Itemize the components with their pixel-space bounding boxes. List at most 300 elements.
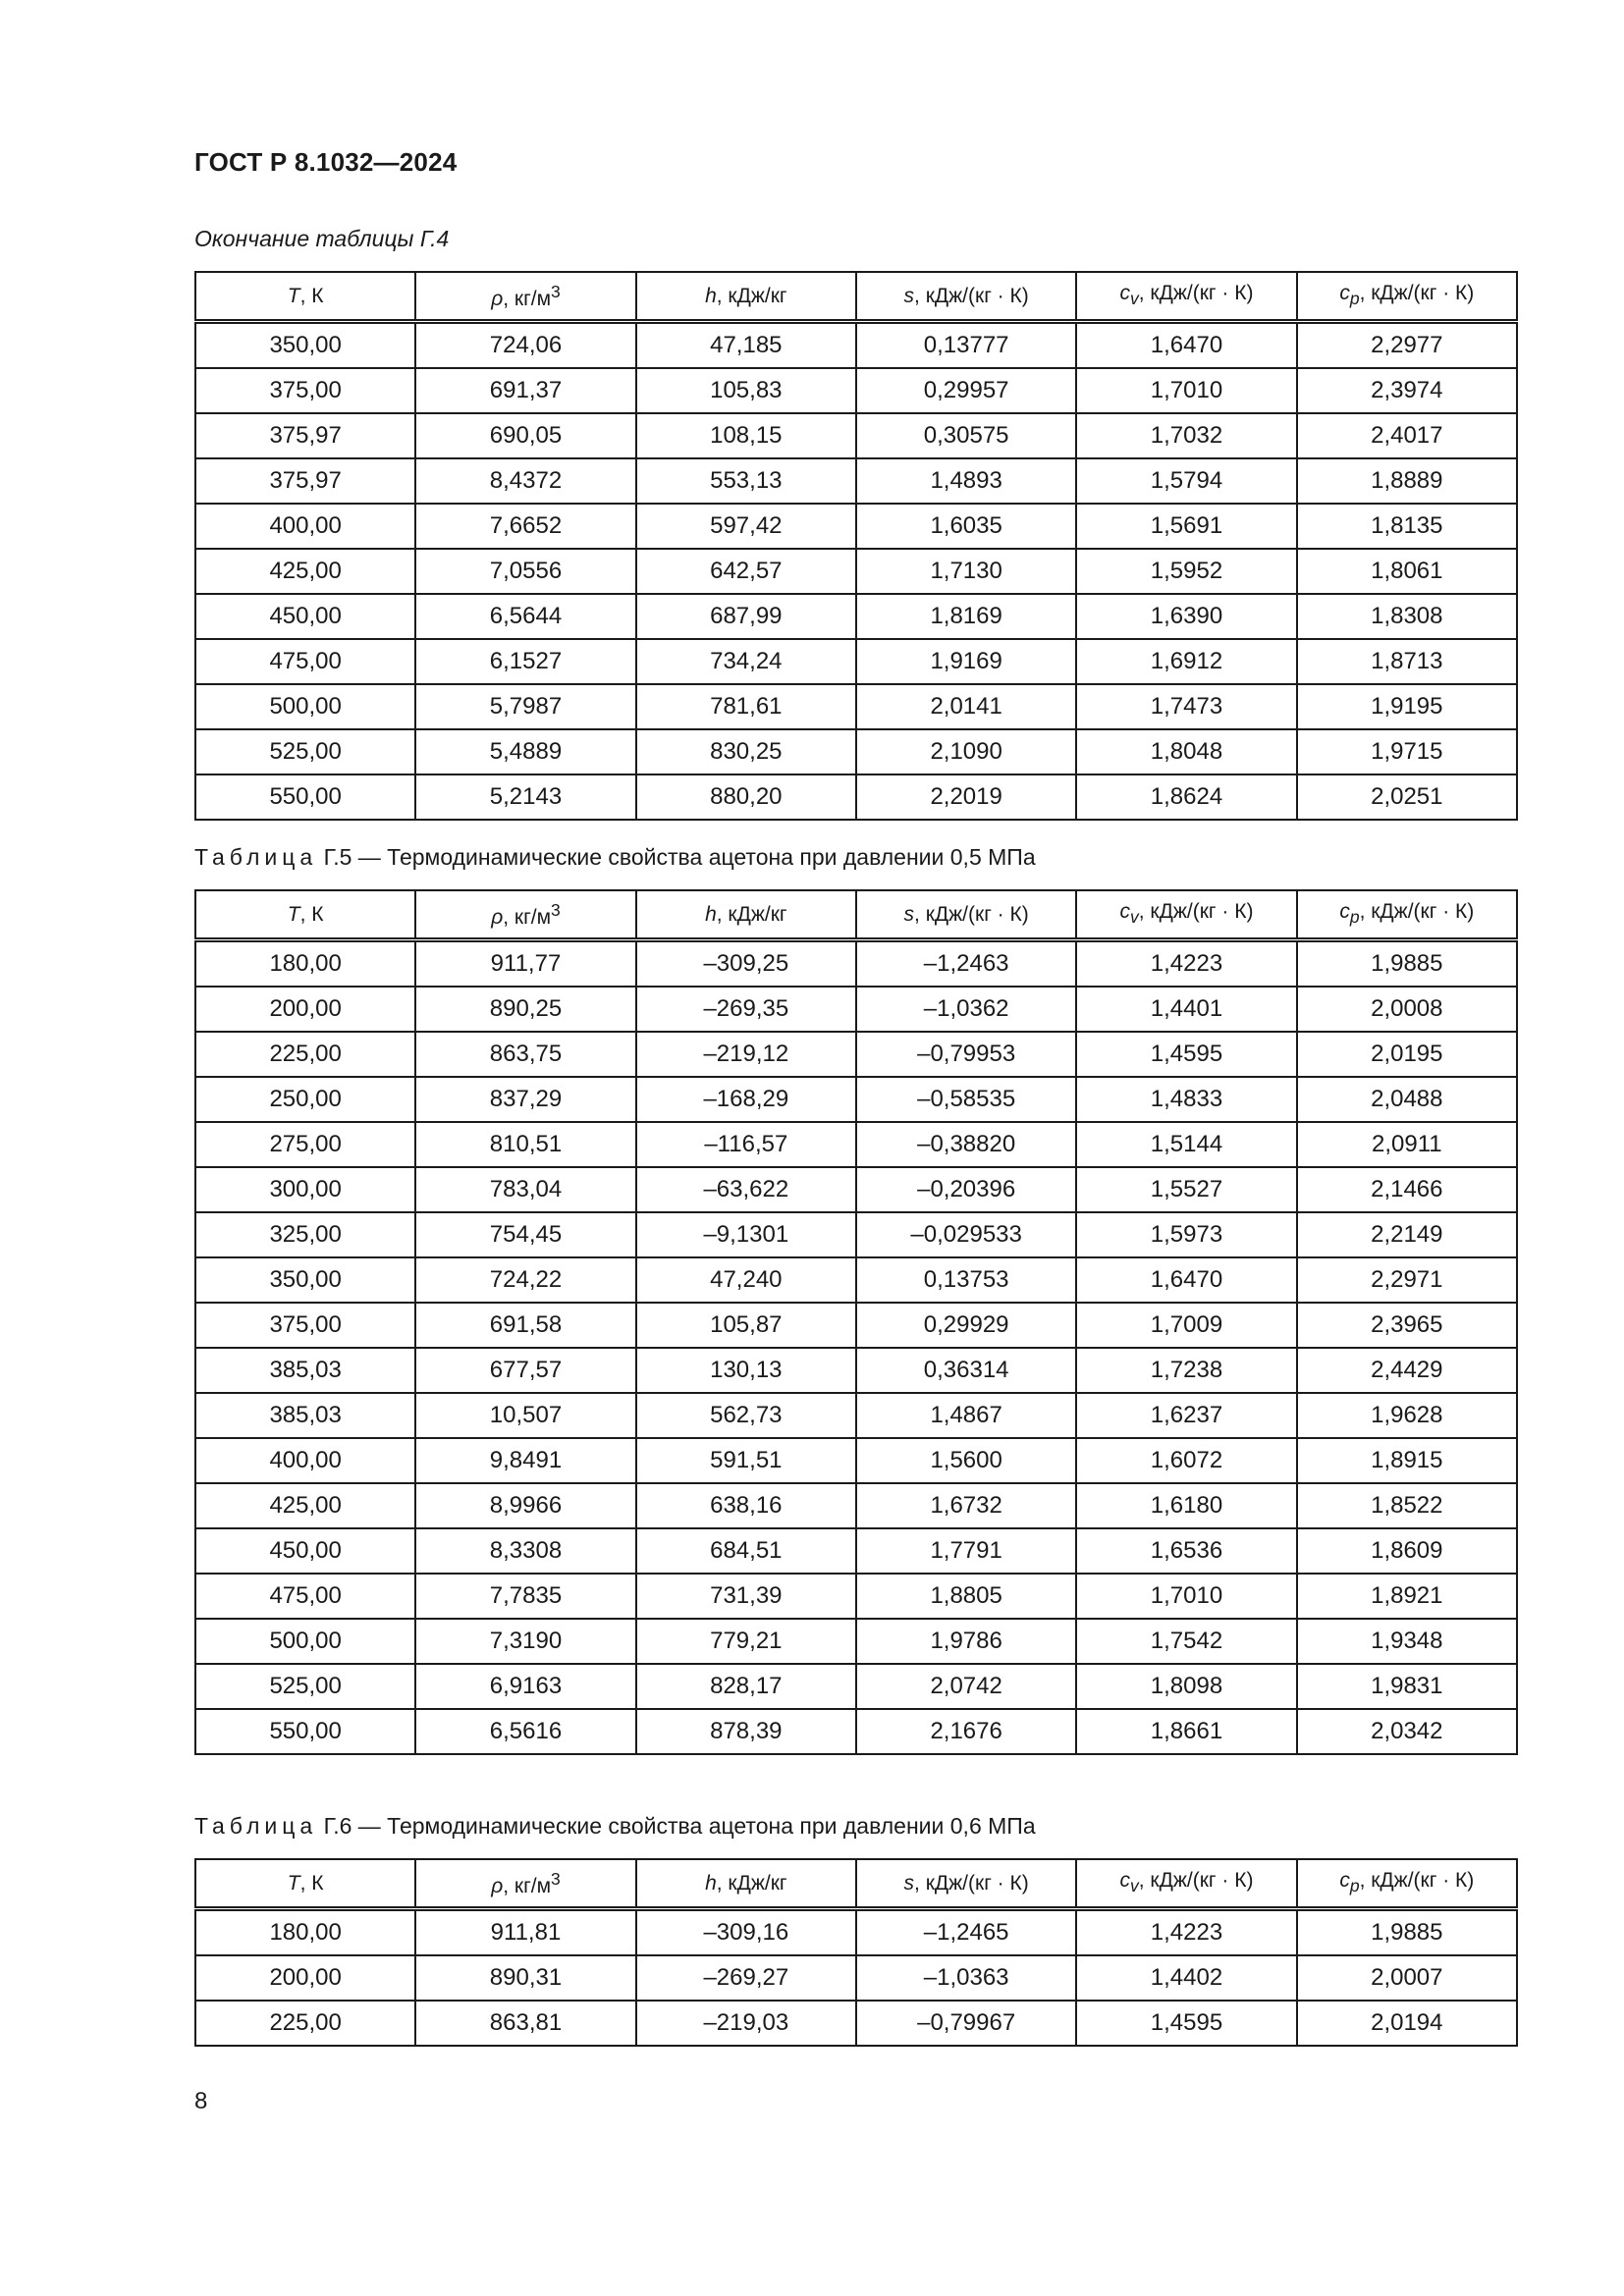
table-cell: 1,8522 [1297, 1483, 1517, 1528]
table-cell: 400,00 [195, 1438, 415, 1483]
table-cell: 597,42 [636, 504, 856, 549]
table-cell: 1,6237 [1076, 1393, 1296, 1438]
table-cell: 638,16 [636, 1483, 856, 1528]
table-cell: 1,6912 [1076, 639, 1296, 684]
table-cell: 500,00 [195, 684, 415, 729]
table-row [195, 1483, 1517, 1528]
table-cell: 863,75 [415, 1032, 635, 1077]
table-cell: 2,2971 [1297, 1257, 1517, 1303]
table-cell: 1,5691 [1076, 504, 1296, 549]
table-cell: –219,03 [636, 2001, 856, 2046]
table-cell: –9,1301 [636, 1212, 856, 1257]
table-cell: 1,6390 [1076, 594, 1296, 639]
table-cell: –269,27 [636, 1955, 856, 2001]
table-cell: 1,8713 [1297, 639, 1517, 684]
table-cell: 9,8491 [415, 1438, 635, 1483]
column-symbol: ρ [491, 1874, 504, 1897]
table-header-row [195, 890, 1517, 940]
table-cell: 1,8624 [1076, 774, 1296, 820]
table-cell: 1,5973 [1076, 1212, 1296, 1257]
table-row [195, 1393, 1517, 1438]
table-cell: 1,4402 [1076, 1955, 1296, 2001]
table-row [195, 729, 1517, 774]
table-cell: 1,8661 [1076, 1709, 1296, 1754]
table-cell: 225,00 [195, 2001, 415, 2046]
table-cell: 1,7473 [1076, 684, 1296, 729]
table-row [195, 1574, 1517, 1619]
column-symbol: ρ [491, 287, 504, 310]
table-cell: 1,8169 [856, 594, 1076, 639]
table-cell: 2,2149 [1297, 1212, 1517, 1257]
table-row [195, 1619, 1517, 1664]
table-cell: 5,4889 [415, 729, 635, 774]
table-cell: 400,00 [195, 504, 415, 549]
table-cell: 2,4429 [1297, 1348, 1517, 1393]
column-symbol: c [1119, 1869, 1130, 1893]
table-header-row [195, 1859, 1517, 1909]
table-cell: 2,0141 [856, 684, 1076, 729]
column-superscript: 3 [551, 281, 561, 301]
table-g5 [194, 889, 1518, 1755]
table-cell: 7,0556 [415, 549, 635, 594]
table-cell: 1,7032 [1076, 413, 1296, 458]
table-cell: 731,39 [636, 1574, 856, 1619]
column-unit: , кДж/(кг · К) [914, 284, 1029, 307]
table-cell: 1,6470 [1076, 322, 1296, 369]
table-cell: 1,4867 [856, 1393, 1076, 1438]
column-symbol: h [705, 1871, 717, 1895]
table-cell: 1,8308 [1297, 594, 1517, 639]
table-cell: 0,30575 [856, 413, 1076, 458]
table-cell: 2,0007 [1297, 1955, 1517, 2001]
table-row [195, 940, 1517, 988]
table-cell: 734,24 [636, 639, 856, 684]
table-cell: 2,0008 [1297, 987, 1517, 1032]
column-header [415, 272, 635, 322]
column-unit: , кг/м [503, 905, 552, 929]
table-cell: 830,25 [636, 729, 856, 774]
table-cell: –1,2463 [856, 940, 1076, 988]
table-cell: 684,51 [636, 1528, 856, 1574]
column-symbol: c [1339, 282, 1350, 305]
table-cell: 1,8135 [1297, 504, 1517, 549]
table-cell: 450,00 [195, 1528, 415, 1574]
table-cell: 180,00 [195, 1909, 415, 1956]
table-cell: –0,58535 [856, 1077, 1076, 1122]
column-header [415, 1859, 635, 1909]
table-cell: 450,00 [195, 594, 415, 639]
table-g5-label: Таблица [194, 844, 318, 870]
table-cell: 105,87 [636, 1303, 856, 1348]
table-cell: 385,03 [195, 1348, 415, 1393]
column-symbol: s [903, 284, 915, 307]
table-cell: 6,5644 [415, 594, 635, 639]
table-row [195, 987, 1517, 1032]
table-cell: 300,00 [195, 1167, 415, 1212]
table-cell: 1,5527 [1076, 1167, 1296, 1212]
table-cell: 2,4017 [1297, 413, 1517, 458]
table-cell: 108,15 [636, 413, 856, 458]
table-cell: –219,12 [636, 1032, 856, 1077]
table-row [195, 368, 1517, 413]
table-cell: 754,45 [415, 1212, 635, 1257]
table-row [195, 684, 1517, 729]
table-cell: 2,3974 [1297, 368, 1517, 413]
table-g5-caption [194, 844, 1036, 871]
table-cell: 2,1466 [1297, 1167, 1517, 1212]
table-cell: 890,31 [415, 1955, 635, 2001]
table-cell: 1,9786 [856, 1619, 1076, 1664]
column-symbol: s [903, 1871, 915, 1895]
table-row [195, 1212, 1517, 1257]
column-symbol: s [903, 902, 915, 926]
table-cell: –168,29 [636, 1077, 856, 1122]
table-cell: 6,9163 [415, 1664, 635, 1709]
column-subscript: p [1349, 1876, 1360, 1896]
table-cell: 591,51 [636, 1438, 856, 1483]
table-row [195, 549, 1517, 594]
column-unit: , К [299, 902, 324, 926]
column-symbol: T [287, 902, 300, 926]
table-cell: 385,03 [195, 1393, 415, 1438]
table-cell: 425,00 [195, 549, 415, 594]
table-cell: 1,8921 [1297, 1574, 1517, 1619]
column-header [636, 272, 856, 322]
table-cell: 200,00 [195, 1955, 415, 2001]
table-row [195, 639, 1517, 684]
table-cell: 878,39 [636, 1709, 856, 1754]
table-cell: 828,17 [636, 1664, 856, 1709]
table-cell: 0,29957 [856, 368, 1076, 413]
table-cell: 1,6536 [1076, 1528, 1296, 1574]
column-header [195, 890, 415, 940]
table-cell: 2,0194 [1297, 2001, 1517, 2046]
table-cell: 863,81 [415, 2001, 635, 2046]
table-cell: 642,57 [636, 549, 856, 594]
table-cell: 562,73 [636, 1393, 856, 1438]
table-cell: 1,6470 [1076, 1257, 1296, 1303]
column-symbol: T [287, 1871, 300, 1895]
column-header [856, 890, 1076, 940]
table-cell: 130,13 [636, 1348, 856, 1393]
table-cell: 8,4372 [415, 458, 635, 504]
table-cell: –63,622 [636, 1167, 856, 1212]
table-cell: 6,5616 [415, 1709, 635, 1754]
table-cell: 1,8889 [1297, 458, 1517, 504]
table-cell: 2,2019 [856, 774, 1076, 820]
column-unit: , кДж/(кг · К) [914, 902, 1029, 926]
column-unit: , кДж/кг [716, 1871, 787, 1895]
column-unit: , К [299, 1871, 324, 1895]
table-cell: 2,1090 [856, 729, 1076, 774]
table-cell: 550,00 [195, 1709, 415, 1754]
table-cell: 677,57 [415, 1348, 635, 1393]
table-cell: 837,29 [415, 1077, 635, 1122]
table-cell: 375,97 [195, 413, 415, 458]
table-cell: 375,97 [195, 458, 415, 504]
column-header [1076, 272, 1296, 322]
table-cell: 2,2977 [1297, 322, 1517, 369]
table-cell: –0,38820 [856, 1122, 1076, 1167]
table-cell: 1,9628 [1297, 1393, 1517, 1438]
column-symbol: c [1339, 900, 1350, 924]
table-g6-label: Таблица [194, 1813, 318, 1839]
table-cell: 10,507 [415, 1393, 635, 1438]
column-unit: , кДж/кг [716, 902, 787, 926]
table-row [195, 594, 1517, 639]
table-cell: 779,21 [636, 1619, 856, 1664]
table-row [195, 458, 1517, 504]
table-row [195, 1032, 1517, 1077]
table-row [195, 1303, 1517, 1348]
table-row [195, 322, 1517, 369]
column-subscript: v [1130, 289, 1139, 309]
table-cell: 1,9885 [1297, 1909, 1517, 1956]
table-cell: 1,7130 [856, 549, 1076, 594]
table-row [195, 1348, 1517, 1393]
table-cell: 550,00 [195, 774, 415, 820]
table-cell: 724,22 [415, 1257, 635, 1303]
column-unit: , кДж/(кг · К) [1359, 1869, 1475, 1893]
table-cell: 1,7238 [1076, 1348, 1296, 1393]
table-cell: 724,06 [415, 322, 635, 369]
table-cell: 475,00 [195, 639, 415, 684]
column-header [636, 1859, 856, 1909]
table-cell: 1,7010 [1076, 1574, 1296, 1619]
table-cell: 810,51 [415, 1122, 635, 1167]
table-cell: 325,00 [195, 1212, 415, 1257]
table-row [195, 1122, 1517, 1167]
table-cell: –309,25 [636, 940, 856, 988]
table-cell: –0,79967 [856, 2001, 1076, 2046]
column-unit: , кДж/кг [716, 284, 787, 307]
table-cell: 225,00 [195, 1032, 415, 1077]
column-symbol: h [705, 902, 717, 926]
table-cell: –0,79953 [856, 1032, 1076, 1077]
table-g6-caption [194, 1813, 1036, 1840]
table-g6 [194, 1858, 1518, 2047]
table-header-row [195, 272, 1517, 322]
table-row [195, 2001, 1517, 2046]
table-cell: 1,4223 [1076, 940, 1296, 988]
table-cell: 5,2143 [415, 774, 635, 820]
column-unit: , К [299, 284, 324, 307]
column-unit: , кДж/(кг · К) [1138, 282, 1254, 305]
table-cell: 2,3965 [1297, 1303, 1517, 1348]
table-cell: 1,6072 [1076, 1438, 1296, 1483]
table-cell: –1,2465 [856, 1909, 1076, 1956]
table-cell: 0,13753 [856, 1257, 1076, 1303]
table-cell: 1,5794 [1076, 458, 1296, 504]
table-row [195, 1709, 1517, 1754]
table-cell: 8,9966 [415, 1483, 635, 1528]
table-cell: 5,7987 [415, 684, 635, 729]
column-subscript: p [1349, 289, 1360, 309]
table-g5-title: Г.5 — Термодинамические свойства ацетона при давлении 0,5 МПа [317, 844, 1036, 870]
table-cell: 2,0742 [856, 1664, 1076, 1709]
table-row [195, 1077, 1517, 1122]
table-cell: 425,00 [195, 1483, 415, 1528]
column-subscript: v [1130, 907, 1139, 928]
table-cell: 1,6035 [856, 504, 1076, 549]
table-cell: 47,240 [636, 1257, 856, 1303]
column-header [856, 1859, 1076, 1909]
table-cell: 1,9715 [1297, 729, 1517, 774]
table-cell: 7,6652 [415, 504, 635, 549]
column-header [1297, 890, 1517, 940]
column-unit: , кг/м [503, 1874, 552, 1897]
column-header [1076, 1859, 1296, 1909]
table-cell: –309,16 [636, 1909, 856, 1956]
table-cell: 1,8048 [1076, 729, 1296, 774]
table-cell: 1,4893 [856, 458, 1076, 504]
column-header [1297, 1859, 1517, 1909]
column-superscript: 3 [551, 1868, 561, 1889]
table-row [195, 1955, 1517, 2001]
table-cell: –1,0362 [856, 987, 1076, 1032]
column-header [1076, 890, 1296, 940]
table-cell: 350,00 [195, 322, 415, 369]
table-row [195, 504, 1517, 549]
table-cell: 1,9348 [1297, 1619, 1517, 1664]
table-cell: 1,9885 [1297, 940, 1517, 988]
table-cell: 525,00 [195, 1664, 415, 1709]
column-unit: , кДж/(кг · К) [914, 1871, 1029, 1895]
table-cell: 1,5600 [856, 1438, 1076, 1483]
column-unit: , кДж/(кг · К) [1138, 900, 1254, 924]
table-cell: –0,029533 [856, 1212, 1076, 1257]
table-cell: 1,9195 [1297, 684, 1517, 729]
table-cell: 1,8915 [1297, 1438, 1517, 1483]
table-cell: 1,8609 [1297, 1528, 1517, 1574]
table-cell: –269,35 [636, 987, 856, 1032]
table-cell: 105,83 [636, 368, 856, 413]
table-cell: 781,61 [636, 684, 856, 729]
table-cell: 200,00 [195, 987, 415, 1032]
table-cell: 911,77 [415, 940, 635, 988]
column-symbol: h [705, 284, 717, 307]
table-cell: 0,36314 [856, 1348, 1076, 1393]
table-cell: 500,00 [195, 1619, 415, 1664]
table-cell: 911,81 [415, 1909, 635, 1956]
table-cell: 1,7009 [1076, 1303, 1296, 1348]
table-cell: 350,00 [195, 1257, 415, 1303]
table-cell: 1,9169 [856, 639, 1076, 684]
table-cell: 880,20 [636, 774, 856, 820]
column-symbol: c [1119, 900, 1130, 924]
table-cell: 2,0342 [1297, 1709, 1517, 1754]
table-cell: 1,7791 [856, 1528, 1076, 1574]
column-superscript: 3 [551, 899, 561, 920]
column-symbol: T [287, 284, 300, 307]
table-cell: 691,37 [415, 368, 635, 413]
column-subscript: p [1349, 907, 1360, 928]
column-header [415, 890, 635, 940]
table-g4 [194, 271, 1518, 821]
column-unit: , кДж/(кг · К) [1359, 900, 1475, 924]
column-unit: , кг/м [503, 287, 552, 310]
page-number: 8 [194, 2088, 208, 2114]
column-symbol: c [1119, 282, 1130, 305]
table-cell: 1,8805 [856, 1574, 1076, 1619]
table-cell: 890,25 [415, 987, 635, 1032]
table-cell: 687,99 [636, 594, 856, 639]
table-cell: 1,6732 [856, 1483, 1076, 1528]
table-cell: 0,13777 [856, 322, 1076, 369]
table-cell: 1,4401 [1076, 987, 1296, 1032]
table-cell: 1,5144 [1076, 1122, 1296, 1167]
table-cell: 1,8098 [1076, 1664, 1296, 1709]
table-row [195, 1528, 1517, 1574]
table-cell: 7,3190 [415, 1619, 635, 1664]
column-unit: , кДж/(кг · К) [1359, 282, 1475, 305]
table-cell: 47,185 [636, 322, 856, 369]
column-symbol: ρ [491, 905, 504, 929]
table-cell: –116,57 [636, 1122, 856, 1167]
table-cell: 1,4223 [1076, 1909, 1296, 1956]
table-row [195, 413, 1517, 458]
column-header [636, 890, 856, 940]
table-cell: 475,00 [195, 1574, 415, 1619]
column-subscript: v [1130, 1876, 1139, 1896]
column-header [195, 272, 415, 322]
table-cell: 375,00 [195, 368, 415, 413]
table-row [195, 1664, 1517, 1709]
table-cell: 1,4595 [1076, 1032, 1296, 1077]
table-cell: 1,6180 [1076, 1483, 1296, 1528]
table-cell: 2,0195 [1297, 1032, 1517, 1077]
table-cell: 525,00 [195, 729, 415, 774]
table-cell: 690,05 [415, 413, 635, 458]
table-cell: –1,0363 [856, 1955, 1076, 2001]
table-row [195, 1909, 1517, 1956]
table-cell: 783,04 [415, 1167, 635, 1212]
table-cell: 2,0251 [1297, 774, 1517, 820]
table-cell: 180,00 [195, 940, 415, 988]
table-cell: 1,7542 [1076, 1619, 1296, 1664]
column-unit: , кДж/(кг · К) [1138, 1869, 1254, 1893]
document-header: ГОСТ Р 8.1032—2024 [194, 147, 458, 177]
table-cell: 8,3308 [415, 1528, 635, 1574]
table-cell: 2,0488 [1297, 1077, 1517, 1122]
table-cell: 691,58 [415, 1303, 635, 1348]
table-cell: 2,0911 [1297, 1122, 1517, 1167]
table-cell: 1,4833 [1076, 1077, 1296, 1122]
table-cell: 375,00 [195, 1303, 415, 1348]
table-row [195, 1167, 1517, 1212]
column-header [856, 272, 1076, 322]
table-cell: 1,7010 [1076, 368, 1296, 413]
table-cell: 2,1676 [856, 1709, 1076, 1754]
table-row [195, 1438, 1517, 1483]
column-symbol: c [1339, 1869, 1350, 1893]
column-header [195, 1859, 415, 1909]
table-cell: 1,4595 [1076, 2001, 1296, 2046]
table-cell: 6,1527 [415, 639, 635, 684]
table-cell: 1,9831 [1297, 1664, 1517, 1709]
table-cell: 250,00 [195, 1077, 415, 1122]
table-cell: 1,5952 [1076, 549, 1296, 594]
table-g6-title: Г.6 — Термодинамические свойства ацетона при давлении 0,6 МПа [317, 1813, 1036, 1839]
column-header [1297, 272, 1517, 322]
table-cell: 0,29929 [856, 1303, 1076, 1348]
continuation-caption: Окончание таблицы Г.4 [194, 226, 450, 251]
table-cell: 275,00 [195, 1122, 415, 1167]
table-cell: 1,8061 [1297, 549, 1517, 594]
table-row [195, 774, 1517, 820]
table-row [195, 1257, 1517, 1303]
table-cell: 7,7835 [415, 1574, 635, 1619]
